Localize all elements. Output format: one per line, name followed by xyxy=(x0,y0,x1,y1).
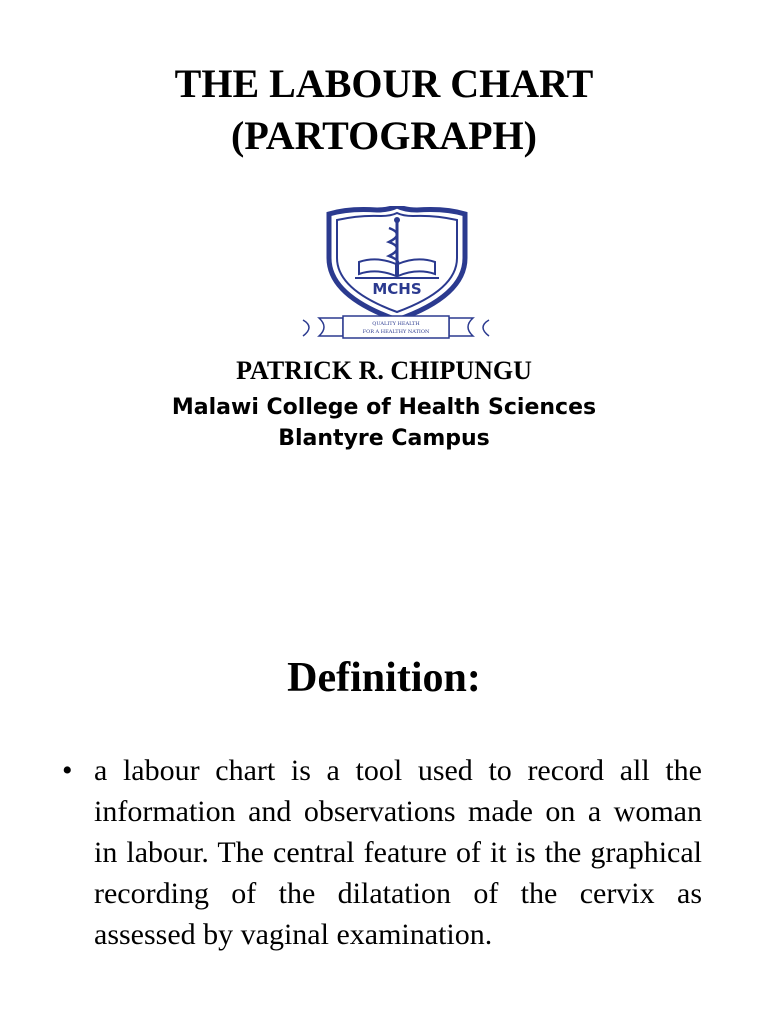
mchs-shield-logo-icon xyxy=(289,206,503,342)
bullet-icon: • xyxy=(62,754,73,787)
title-line-1: THE LABOUR CHART xyxy=(174,61,594,106)
svg-text:FOR A HEALTHY NATION: FOR A HEALTHY NATION xyxy=(362,329,430,335)
institution-name: Malawi College of Health Sciences xyxy=(171,395,597,420)
bullet-list xyxy=(62,750,702,955)
svg-text:QUALITY HEALTH: QUALITY HEALTH xyxy=(372,321,420,327)
definition-heading: Definition: xyxy=(287,655,481,701)
institution xyxy=(0,392,768,454)
campus-name: Blantyre Campus xyxy=(278,426,490,451)
title-line-2: (PARTOGRAPH) xyxy=(231,113,537,158)
definition-slide xyxy=(0,512,768,1024)
svg-text:MCHS: MCHS xyxy=(372,280,422,298)
author-name: PATRICK R. CHIPUNGU xyxy=(236,356,532,385)
slide-title xyxy=(0,58,768,162)
definition-text: a labour chart is a tool used to record all the information and observations made on a woman in labour. The central feature of it is the graphical recording of the dilatation of the cervix as assessed by vaginal examination. xyxy=(94,754,702,951)
list-item xyxy=(62,750,702,955)
